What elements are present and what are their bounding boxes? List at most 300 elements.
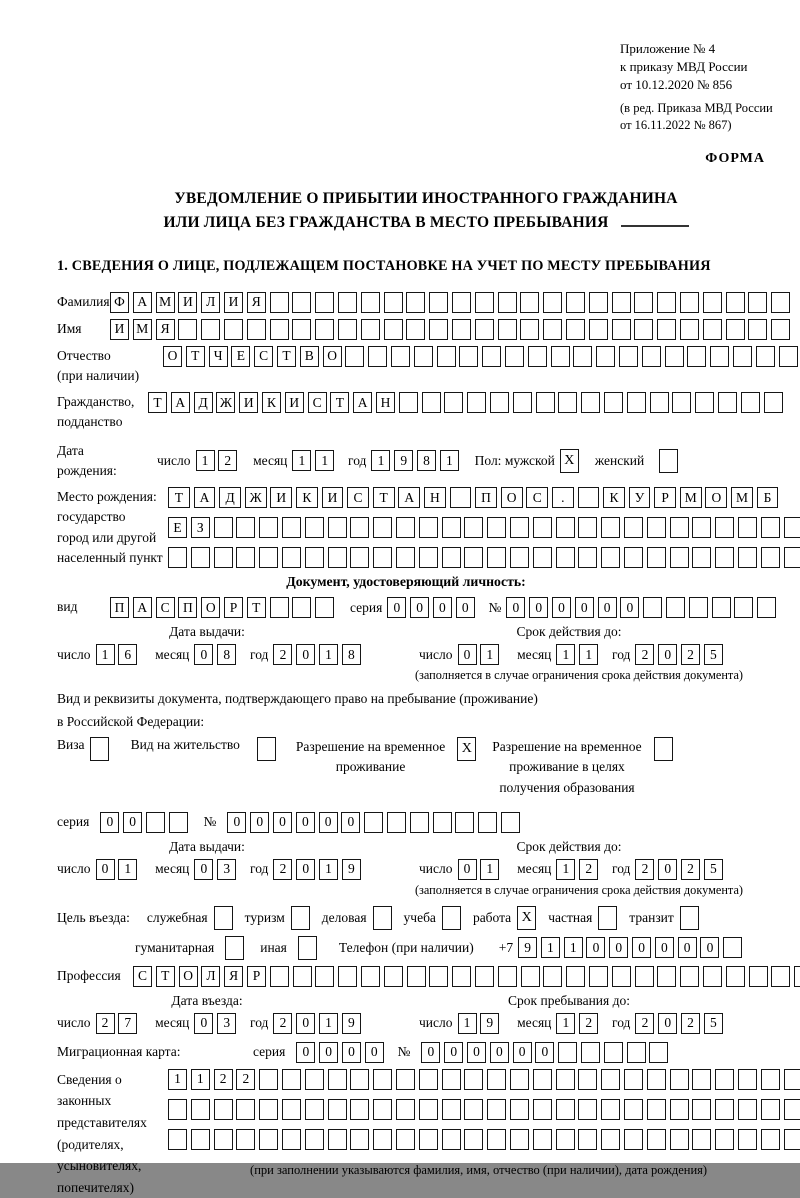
char-cell[interactable]: 1 [480, 859, 499, 880]
char-cell[interactable] [396, 1069, 415, 1090]
char-cell[interactable] [647, 1129, 666, 1150]
char-cell[interactable] [715, 547, 734, 568]
char-cell[interactable] [764, 392, 783, 413]
char-cell[interactable]: 0 [678, 937, 697, 958]
char-cell[interactable] [566, 966, 585, 987]
char-cell[interactable] [556, 1099, 575, 1120]
char-cell[interactable] [551, 346, 570, 367]
char-cell[interactable] [784, 547, 800, 568]
char-cell[interactable] [214, 547, 233, 568]
char-cell[interactable]: 1 [564, 937, 583, 958]
char-cell[interactable] [399, 392, 418, 413]
char-cell[interactable]: Л [201, 966, 220, 987]
char-cell[interactable] [338, 319, 357, 340]
char-cell[interactable] [558, 392, 577, 413]
char-cell[interactable]: 0 [598, 597, 617, 618]
char-cell[interactable] [624, 547, 643, 568]
char-cell[interactable]: Ж [216, 392, 235, 413]
char-cell[interactable]: А [133, 597, 152, 618]
char-cell[interactable] [338, 966, 357, 987]
char-cell[interactable] [478, 812, 497, 833]
char-cell[interactable]: У [629, 487, 651, 508]
char-cell[interactable]: С [133, 966, 152, 987]
char-cell[interactable] [578, 1069, 597, 1090]
char-cell[interactable] [464, 1129, 483, 1150]
char-cell[interactable]: 0 [319, 812, 338, 833]
char-cell[interactable] [771, 966, 790, 987]
char-cell[interactable] [601, 517, 620, 538]
char-cell[interactable] [373, 547, 392, 568]
char-cell[interactable] [236, 1129, 255, 1150]
purpose-private-checkbox[interactable] [598, 906, 617, 930]
char-cell[interactable]: Л [201, 292, 220, 313]
char-cell[interactable] [761, 1099, 780, 1120]
char-cell[interactable] [578, 1129, 597, 1150]
char-cell[interactable] [361, 966, 380, 987]
char-cell[interactable] [596, 346, 615, 367]
char-cell[interactable]: 1 [480, 644, 499, 665]
char-cell[interactable] [305, 517, 324, 538]
char-cell[interactable] [350, 1069, 369, 1090]
char-cell[interactable]: 0 [296, 859, 315, 880]
char-cell[interactable] [459, 346, 478, 367]
char-cell[interactable] [305, 1099, 324, 1120]
char-cell[interactable] [396, 1129, 415, 1150]
char-cell[interactable] [680, 319, 699, 340]
residence-permit-checkbox[interactable] [257, 737, 276, 761]
char-cell[interactable] [566, 292, 585, 313]
char-cell[interactable]: 1 [319, 644, 338, 665]
char-cell[interactable] [718, 392, 737, 413]
char-cell[interactable] [715, 517, 734, 538]
char-cell[interactable] [168, 1099, 187, 1120]
char-cell[interactable]: Я [224, 966, 243, 987]
char-cell[interactable]: 1 [292, 450, 311, 471]
char-cell[interactable] [487, 547, 506, 568]
char-cell[interactable]: 1 [96, 644, 115, 665]
char-cell[interactable]: 3 [217, 1013, 236, 1034]
char-cell[interactable] [703, 319, 722, 340]
char-cell[interactable]: Н [376, 392, 395, 413]
char-cell[interactable]: И [270, 487, 292, 508]
char-cell[interactable] [214, 1099, 233, 1120]
char-cell[interactable]: 8 [217, 644, 236, 665]
char-cell[interactable] [647, 1099, 666, 1120]
char-cell[interactable]: О [201, 597, 220, 618]
char-cell[interactable]: Е [231, 346, 250, 367]
char-cell[interactable] [429, 319, 448, 340]
char-cell[interactable] [475, 319, 494, 340]
char-cell[interactable]: 0 [296, 1042, 315, 1063]
char-cell[interactable]: 5 [704, 1013, 723, 1034]
char-cell[interactable] [419, 1069, 438, 1090]
char-cell[interactable] [604, 1042, 623, 1063]
char-cell[interactable] [692, 1069, 711, 1090]
char-cell[interactable] [556, 1129, 575, 1150]
char-cell[interactable] [442, 547, 461, 568]
char-cell[interactable]: 5 [704, 859, 723, 880]
char-cell[interactable] [419, 517, 438, 538]
char-cell[interactable]: П [110, 597, 129, 618]
char-cell[interactable]: И [110, 319, 129, 340]
char-cell[interactable] [578, 517, 597, 538]
char-cell[interactable] [236, 1099, 255, 1120]
char-cell[interactable]: 0 [273, 812, 292, 833]
char-cell[interactable] [373, 1099, 392, 1120]
char-cell[interactable] [794, 966, 800, 987]
char-cell[interactable] [741, 392, 760, 413]
char-cell[interactable]: 9 [342, 859, 361, 880]
char-cell[interactable] [292, 319, 311, 340]
char-cell[interactable] [624, 1099, 643, 1120]
char-cell[interactable] [345, 346, 364, 367]
char-cell[interactable] [442, 1129, 461, 1150]
char-cell[interactable] [350, 547, 369, 568]
char-cell[interactable]: 2 [681, 859, 700, 880]
char-cell[interactable] [282, 547, 301, 568]
char-cell[interactable] [703, 966, 722, 987]
char-cell[interactable]: А [398, 487, 420, 508]
char-cell[interactable] [315, 966, 334, 987]
char-cell[interactable] [292, 292, 311, 313]
char-cell[interactable] [680, 966, 699, 987]
char-cell[interactable]: 9 [394, 450, 413, 471]
char-cell[interactable] [410, 812, 429, 833]
char-cell[interactable]: 2 [635, 859, 654, 880]
char-cell[interactable] [657, 319, 676, 340]
char-cell[interactable]: И [224, 292, 243, 313]
char-cell[interactable] [406, 292, 425, 313]
temp-residence-edu-checkbox[interactable] [654, 737, 673, 761]
char-cell[interactable]: Т [373, 487, 395, 508]
char-cell[interactable] [581, 1042, 600, 1063]
char-cell[interactable]: И [322, 487, 344, 508]
char-cell[interactable] [738, 517, 757, 538]
char-cell[interactable] [643, 597, 662, 618]
char-cell[interactable] [670, 1099, 689, 1120]
char-cell[interactable] [692, 1129, 711, 1150]
char-cell[interactable]: 7 [118, 1013, 137, 1034]
char-cell[interactable]: И [239, 392, 258, 413]
char-cell[interactable] [624, 1069, 643, 1090]
char-cell[interactable] [784, 517, 800, 538]
char-cell[interactable]: 0 [467, 1042, 486, 1063]
char-cell[interactable]: З [191, 517, 210, 538]
char-cell[interactable] [734, 597, 753, 618]
char-cell[interactable] [533, 1129, 552, 1150]
char-cell[interactable]: 1 [319, 859, 338, 880]
char-cell[interactable]: 0 [513, 1042, 532, 1063]
char-cell[interactable] [490, 392, 509, 413]
char-cell[interactable] [282, 1099, 301, 1120]
purpose-tourism-checkbox[interactable] [291, 906, 310, 930]
char-cell[interactable] [510, 1099, 529, 1120]
char-cell[interactable] [578, 1099, 597, 1120]
char-cell[interactable] [510, 1129, 529, 1150]
char-cell[interactable] [647, 517, 666, 538]
char-cell[interactable]: 0 [609, 937, 628, 958]
char-cell[interactable] [601, 1069, 620, 1090]
char-cell[interactable] [236, 517, 255, 538]
char-cell[interactable] [670, 1129, 689, 1150]
char-cell[interactable]: Р [247, 966, 266, 987]
char-cell[interactable] [396, 517, 415, 538]
char-cell[interactable]: 0 [365, 1042, 384, 1063]
char-cell[interactable]: К [603, 487, 625, 508]
char-cell[interactable] [666, 597, 685, 618]
char-cell[interactable] [578, 487, 600, 508]
char-cell[interactable]: О [323, 346, 342, 367]
char-cell[interactable] [723, 937, 742, 958]
char-cell[interactable]: 3 [217, 859, 236, 880]
purpose-work-checkbox[interactable]: X [517, 906, 536, 930]
char-cell[interactable]: 2 [236, 1069, 255, 1090]
char-cell[interactable] [315, 292, 334, 313]
char-cell[interactable]: 1 [118, 859, 137, 880]
char-cell[interactable] [627, 392, 646, 413]
char-cell[interactable] [784, 1129, 800, 1150]
char-cell[interactable]: 0 [96, 859, 115, 880]
char-cell[interactable] [771, 319, 790, 340]
char-cell[interactable] [444, 392, 463, 413]
char-cell[interactable]: 5 [704, 644, 723, 665]
char-cell[interactable]: 2 [635, 644, 654, 665]
char-cell[interactable]: 2 [579, 859, 598, 880]
char-cell[interactable] [191, 1099, 210, 1120]
char-cell[interactable] [573, 346, 592, 367]
char-cell[interactable]: 0 [444, 1042, 463, 1063]
char-cell[interactable]: С [254, 346, 273, 367]
char-cell[interactable] [442, 1069, 461, 1090]
char-cell[interactable]: 0 [387, 597, 406, 618]
char-cell[interactable]: О [163, 346, 182, 367]
char-cell[interactable]: 2 [681, 644, 700, 665]
char-cell[interactable] [779, 346, 798, 367]
char-cell[interactable] [642, 346, 661, 367]
char-cell[interactable]: 2 [681, 1013, 700, 1034]
char-cell[interactable] [270, 319, 289, 340]
char-cell[interactable]: 6 [118, 644, 137, 665]
char-cell[interactable]: 0 [658, 644, 677, 665]
char-cell[interactable] [761, 1129, 780, 1150]
char-cell[interactable] [556, 1069, 575, 1090]
char-cell[interactable]: Б [757, 487, 779, 508]
char-cell[interactable]: С [308, 392, 327, 413]
char-cell[interactable] [442, 517, 461, 538]
char-cell[interactable] [533, 1069, 552, 1090]
char-cell[interactable] [282, 1129, 301, 1150]
char-cell[interactable] [455, 812, 474, 833]
char-cell[interactable] [601, 1129, 620, 1150]
char-cell[interactable] [513, 392, 532, 413]
char-cell[interactable] [259, 517, 278, 538]
char-cell[interactable]: 0 [575, 597, 594, 618]
char-cell[interactable]: М [156, 292, 175, 313]
purpose-business-checkbox[interactable] [373, 906, 392, 930]
char-cell[interactable] [178, 319, 197, 340]
char-cell[interactable] [635, 966, 654, 987]
char-cell[interactable] [726, 319, 745, 340]
char-cell[interactable] [384, 319, 403, 340]
char-cell[interactable] [528, 346, 547, 367]
char-cell[interactable]: . [552, 487, 574, 508]
char-cell[interactable] [433, 812, 452, 833]
char-cell[interactable]: И [178, 292, 197, 313]
purpose-transit-checkbox[interactable] [680, 906, 699, 930]
char-cell[interactable] [270, 292, 289, 313]
char-cell[interactable]: 1 [541, 937, 560, 958]
char-cell[interactable] [419, 1129, 438, 1150]
char-cell[interactable] [396, 1099, 415, 1120]
char-cell[interactable] [464, 547, 483, 568]
char-cell[interactable] [487, 1129, 506, 1150]
char-cell[interactable] [612, 292, 631, 313]
char-cell[interactable] [738, 1099, 757, 1120]
char-cell[interactable] [650, 392, 669, 413]
char-cell[interactable] [715, 1129, 734, 1150]
char-cell[interactable] [689, 597, 708, 618]
char-cell[interactable]: Д [219, 487, 241, 508]
char-cell[interactable] [520, 292, 539, 313]
char-cell[interactable]: 0 [552, 597, 571, 618]
char-cell[interactable]: 0 [658, 1013, 677, 1034]
char-cell[interactable] [533, 547, 552, 568]
char-cell[interactable] [687, 346, 706, 367]
char-cell[interactable]: 1 [556, 1013, 575, 1034]
char-cell[interactable] [761, 547, 780, 568]
char-cell[interactable] [589, 292, 608, 313]
char-cell[interactable] [373, 1129, 392, 1150]
char-cell[interactable]: А [133, 292, 152, 313]
char-cell[interactable] [450, 487, 472, 508]
char-cell[interactable] [191, 547, 210, 568]
char-cell[interactable]: 1 [556, 644, 575, 665]
char-cell[interactable] [373, 517, 392, 538]
char-cell[interactable] [627, 1042, 646, 1063]
char-cell[interactable] [761, 1069, 780, 1090]
char-cell[interactable] [738, 1129, 757, 1150]
char-cell[interactable]: П [178, 597, 197, 618]
char-cell[interactable]: 1 [319, 1013, 338, 1034]
char-cell[interactable] [710, 346, 729, 367]
char-cell[interactable] [315, 597, 334, 618]
char-cell[interactable] [214, 517, 233, 538]
char-cell[interactable] [756, 346, 775, 367]
char-cell[interactable] [396, 547, 415, 568]
char-cell[interactable]: 0 [319, 1042, 338, 1063]
purpose-humanitarian-checkbox[interactable] [225, 936, 244, 960]
female-checkbox[interactable] [659, 449, 678, 473]
char-cell[interactable] [328, 517, 347, 538]
char-cell[interactable] [647, 1069, 666, 1090]
char-cell[interactable]: Р [224, 597, 243, 618]
char-cell[interactable]: М [680, 487, 702, 508]
char-cell[interactable] [361, 319, 380, 340]
char-cell[interactable] [475, 966, 494, 987]
char-cell[interactable] [612, 966, 631, 987]
char-cell[interactable] [692, 517, 711, 538]
char-cell[interactable]: Т [247, 597, 266, 618]
char-cell[interactable] [601, 547, 620, 568]
char-cell[interactable]: 0 [123, 812, 142, 833]
char-cell[interactable] [665, 346, 684, 367]
char-cell[interactable]: Н [424, 487, 446, 508]
char-cell[interactable] [282, 1069, 301, 1090]
char-cell[interactable]: 0 [632, 937, 651, 958]
char-cell[interactable] [757, 597, 776, 618]
char-cell[interactable]: Т [277, 346, 296, 367]
char-cell[interactable] [464, 517, 483, 538]
char-cell[interactable]: 9 [342, 1013, 361, 1034]
char-cell[interactable] [726, 292, 745, 313]
char-cell[interactable] [634, 292, 653, 313]
char-cell[interactable] [692, 1099, 711, 1120]
char-cell[interactable] [715, 1069, 734, 1090]
char-cell[interactable] [305, 1069, 324, 1090]
char-cell[interactable] [368, 346, 387, 367]
char-cell[interactable] [589, 319, 608, 340]
char-cell[interactable]: 9 [518, 937, 537, 958]
char-cell[interactable] [647, 547, 666, 568]
char-cell[interactable]: 0 [700, 937, 719, 958]
char-cell[interactable] [259, 1069, 278, 1090]
char-cell[interactable] [236, 547, 255, 568]
char-cell[interactable] [437, 346, 456, 367]
char-cell[interactable] [224, 319, 243, 340]
char-cell[interactable]: 0 [655, 937, 674, 958]
char-cell[interactable] [657, 292, 676, 313]
char-cell[interactable] [726, 966, 745, 987]
char-cell[interactable]: Т [148, 392, 167, 413]
char-cell[interactable] [487, 1099, 506, 1120]
char-cell[interactable]: А [171, 392, 190, 413]
char-cell[interactable] [556, 547, 575, 568]
char-cell[interactable] [510, 517, 529, 538]
char-cell[interactable] [784, 1099, 800, 1120]
char-cell[interactable] [282, 517, 301, 538]
char-cell[interactable] [624, 517, 643, 538]
char-cell[interactable] [168, 547, 187, 568]
char-cell[interactable]: 1 [458, 1013, 477, 1034]
char-cell[interactable]: 2 [273, 859, 292, 880]
char-cell[interactable] [270, 597, 289, 618]
char-cell[interactable] [168, 1129, 187, 1150]
char-cell[interactable]: 0 [250, 812, 269, 833]
char-cell[interactable]: 0 [194, 859, 213, 880]
char-cell[interactable] [270, 966, 289, 987]
char-cell[interactable]: 1 [556, 859, 575, 880]
char-cell[interactable]: М [133, 319, 152, 340]
char-cell[interactable] [738, 1069, 757, 1090]
char-cell[interactable] [670, 517, 689, 538]
char-cell[interactable] [429, 966, 448, 987]
char-cell[interactable] [715, 1099, 734, 1120]
char-cell[interactable]: 1 [371, 450, 390, 471]
char-cell[interactable]: С [526, 487, 548, 508]
char-cell[interactable]: 1 [315, 450, 334, 471]
char-cell[interactable]: 2 [218, 450, 237, 471]
char-cell[interactable] [350, 517, 369, 538]
purpose-study-checkbox[interactable] [442, 906, 461, 930]
char-cell[interactable]: 8 [342, 644, 361, 665]
char-cell[interactable]: 8 [417, 450, 436, 471]
char-cell[interactable] [601, 1099, 620, 1120]
char-cell[interactable] [384, 292, 403, 313]
char-cell[interactable] [672, 392, 691, 413]
char-cell[interactable] [464, 1069, 483, 1090]
char-cell[interactable]: 0 [529, 597, 548, 618]
char-cell[interactable] [501, 812, 520, 833]
